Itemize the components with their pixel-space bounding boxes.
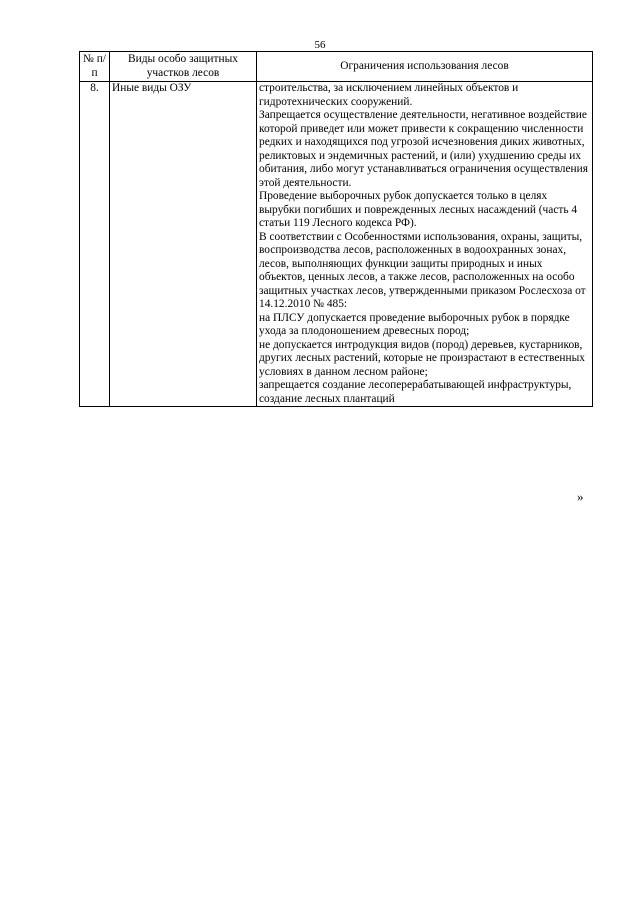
header-num: № п/п [80,52,110,82]
restriction-paragraph: Запрещается осуществление деятельности, негативное воздействие которой приведет или может привести к сокращению численности редких и находящихся под угрозой исчезновения диких животных, реликтовых и эндемичных растений, и (или) ухудшению среды их обитания, либо могут устанавливаться ограничения осуществления этой деятельности. [259,109,588,189]
restrictions-table [79,51,593,407]
page-number: 56 [314,39,326,51]
restriction-paragraph: на ПЛСУ допускается проведение выборочных рубок в порядке ухода за плодоношением древесных пород; [259,311,570,337]
restriction-paragraph: запрещается создание лесоперерабатывающей инфраструктуры, создание лесных плантаций [259,379,572,405]
restriction-paragraph: не допускается интродукция видов (пород) деревьев, кустарников, других лесных растений, которые не произрастают в естественных условиях в данном лесном районе; [259,338,585,378]
header-restrictions: Ограничения использования лесов [257,52,593,82]
row-num: 8. [80,82,110,407]
header-type: Виды особо защитных участков лесов [110,52,257,82]
table-row [80,82,593,407]
row-restrictions [257,82,593,407]
closing-quote-mark: » [577,489,584,504]
restriction-paragraph: Проведение выборочных рубок допускается только в целях вырубки погибших и поврежденных лесных насаждений (часть 4 статьи 119 Лесного кодекса РФ). [259,190,578,229]
restriction-paragraph: В соответствии с Особенностями использования, охраны, защиты, воспроизводства лесов, расположенных в водоохранных зонах, лесов, выполняющих функции защиты природных и иных объектов, ценных лесов, а также лесов, расположенных на особо защитных участках лесов, утвержденными приказом Рослесхоза от 14.12.2010 № 485: [259,230,586,310]
restriction-paragraph: строительства, за исключением линейных объектов и гидротехнических сооружений. [259,82,519,108]
row-type: Иные виды ОЗУ [110,82,257,407]
table-header-row [80,52,593,82]
